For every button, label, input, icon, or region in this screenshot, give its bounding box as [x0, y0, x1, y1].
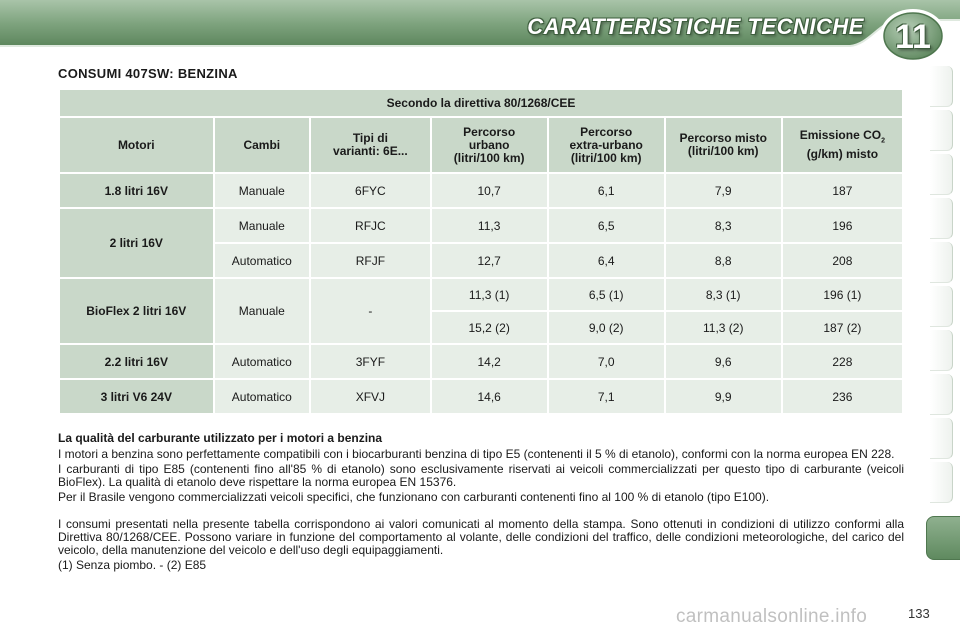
consumption-table: [58, 88, 904, 415]
note-paragraph: I consumi presentati nella presente tabella corrispondono ai valori comunicati al momento della stampa. Sono ottenuti in condizioni di utilizzo conformi alla Direttiva 80/1268/CEE. Possono variare in funzione del comportamento al volante, delle condizioni del traffico, delle condizioni meteorologiche, del carico del veicolo, della manutenzione del veicolo e dell'uso degli equipaggiamenti.: [58, 517, 904, 557]
note-paragraph: I carburanti di tipo E85 (contenenti fino all'85 % di etanolo) sono esclusivamente riservati ai veicoli commercializzati per questo tipo di carburante (veicoli BioFlex). La qualità di etanolo deve rispettare la norma europea EN 15376.: [58, 462, 904, 489]
gearbox-cell: Manuale: [215, 209, 310, 242]
gearbox-cell: Automatico: [215, 244, 310, 277]
section-title: CONSUMI 407SW: BENZINA: [58, 66, 238, 81]
chapter-tab[interactable]: [930, 462, 953, 503]
gearbox-cell: Automatico: [215, 380, 310, 413]
column-header-extra-urbano: Percorso extra-urbano (litri/100 km): [549, 118, 664, 172]
chapter-tab[interactable]: [930, 154, 953, 195]
watermark: carmanualsonline.info: [676, 606, 868, 627]
column-header-urbano: Percorso urbano (litri/100 km): [432, 118, 547, 172]
column-header-tipi: Tipi di varianti: 6E...: [311, 118, 430, 172]
urban-cell: 12,7: [432, 244, 547, 277]
footnote: (1) Senza piombo. - (2) E85: [58, 558, 207, 572]
engine-cell: BioFlex 2 litri 16V: [60, 279, 213, 343]
extra-urban-cell: 6,5: [549, 209, 664, 242]
directive-header: Secondo la direttiva 80/1268/CEE: [60, 90, 902, 116]
gearbox-cell: Automatico: [215, 345, 310, 378]
mixed-cell: 7,9: [666, 174, 781, 207]
variant-cell: RFJF: [311, 244, 430, 277]
co2-cell: 228: [783, 345, 902, 378]
column-header-misto: Percorso misto (litri/100 km): [666, 118, 781, 172]
table-header-row: [60, 118, 902, 172]
urban-cell: 11,3: [432, 209, 547, 242]
gearbox-cell: Manuale: [215, 279, 310, 343]
variant-cell: -: [311, 279, 430, 343]
chapter-tab[interactable]: [930, 286, 953, 327]
table-row: [60, 209, 902, 242]
variant-cell: 6FYC: [311, 174, 430, 207]
gearbox-cell: Manuale: [215, 174, 310, 207]
mixed-cell: 8,3: [666, 209, 781, 242]
column-header-cambi: Cambi: [215, 118, 310, 172]
co2-cell: 187 (2): [783, 312, 902, 343]
extra-urban-cell: 6,5 (1): [549, 279, 664, 310]
chapter-title: CARATTERISTICHE TECNICHE: [527, 14, 864, 39]
co2-cell: 236: [783, 380, 902, 413]
chapter-tab[interactable]: [930, 374, 953, 415]
engine-cell: 3 litri V6 24V: [60, 380, 213, 413]
column-header-co2: Emissione $CO_2$ (g/km) misto: [783, 118, 902, 172]
table-row: [60, 174, 902, 207]
urban-cell: 15,2 (2): [432, 312, 547, 343]
chapter-number-badge: 11: [895, 17, 931, 56]
urban-cell: 10,7: [432, 174, 547, 207]
co2-cell: 187: [783, 174, 902, 207]
extra-urban-cell: 7,0: [549, 345, 664, 378]
mixed-cell: 8,8: [666, 244, 781, 277]
chapter-tab[interactable]: [930, 242, 953, 283]
page-number: 133: [908, 606, 930, 621]
table-directive-row: [60, 90, 902, 116]
urban-cell: 11,3 (1): [432, 279, 547, 310]
co2-cell: 196 (1): [783, 279, 902, 310]
mixed-cell: 8,3 (1): [666, 279, 781, 310]
engine-cell: 2.2 litri 16V: [60, 345, 213, 378]
chapter-tab[interactable]: [930, 110, 953, 151]
chapter-tab[interactable]: [930, 66, 953, 107]
variant-cell: XFVJ: [311, 380, 430, 413]
variant-cell: 3FYF: [311, 345, 430, 378]
table-row: [60, 380, 902, 413]
engine-cell: 1.8 litri 16V: [60, 174, 213, 207]
chapter-tab[interactable]: [930, 330, 953, 371]
urban-cell: 14,6: [432, 380, 547, 413]
extra-urban-cell: 6,1: [549, 174, 664, 207]
notes-section: [58, 432, 904, 574]
mixed-cell: 9,6: [666, 345, 781, 378]
chapter-tab[interactable]: [930, 418, 953, 459]
table-row: [60, 345, 902, 378]
variant-cell: RFJC: [311, 209, 430, 242]
mixed-cell: 11,3 (2): [666, 312, 781, 343]
chapter-tabs: [930, 66, 960, 586]
extra-urban-cell: 7,1: [549, 380, 664, 413]
engine-cell: 2 litri 16V: [60, 209, 213, 277]
note-paragraph: Per il Brasile vengono commercializzati veicoli specifici, che funzionano con carburanti contenenti fino al 100 % di etanolo (tipo E100).: [58, 490, 770, 504]
note-paragraph: I motori a benzina sono perfettamente compatibili con i biocarburanti benzina di tipo E5 (contenenti il 5 % di etanolo), conformi con la norma europea EN 228.: [58, 447, 895, 461]
co2-cell: 196: [783, 209, 902, 242]
extra-urban-cell: 6,4: [549, 244, 664, 277]
chapter-tab[interactable]: [930, 198, 953, 239]
extra-urban-cell: 9,0 (2): [549, 312, 664, 343]
urban-cell: 14,2: [432, 345, 547, 378]
column-header-motori: Motori: [60, 118, 213, 172]
mixed-cell: 9,9: [666, 380, 781, 413]
chapter-tab-active[interactable]: [926, 516, 960, 560]
co2-cell: 208: [783, 244, 902, 277]
table-row: [60, 279, 902, 310]
fuel-quality-heading: La qualità del carburante utilizzato per i motori a benzina: [58, 431, 383, 445]
page-header: [0, 0, 960, 58]
